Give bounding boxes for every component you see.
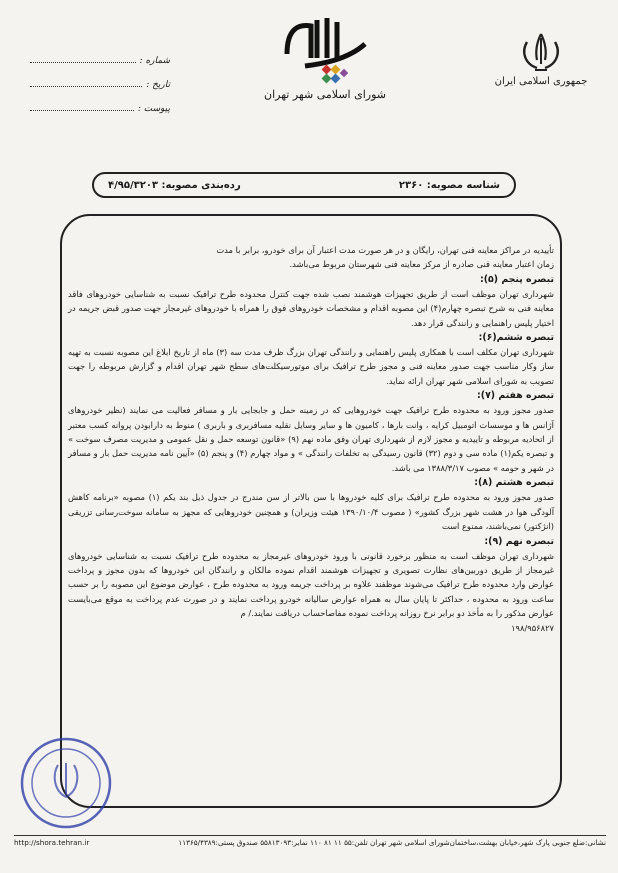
resolution-body bbox=[68, 243, 554, 635]
logo-caption: شورای اسلامی شهر تهران bbox=[264, 88, 386, 101]
attachment-field bbox=[30, 90, 170, 114]
note-7-text: صدور مجوز ورود به محدوده طرح ترافیک جهت خودروهایی که در زمینه حمل و جابجایی بار و مسافر فعالیت می نمایند (نظیر خودروهای آژانس ها و موسسات اتومبیل کرایه ، وانت بارها ، کامیون ها و سایر وسایل نقلیه مسافربری و باربری ) منوط به دارابودن پروانه کسب معتبر از اتحادیه مربوطه و تاییدیه و مجوز لازم از شهرداری تهران وفق ماده نهم (۹) «قانون توسعه حمل و نقل عمومی و مدیریت مصرف سوخت » و تبصره یکم(۱) ماده سی و دوم (۳۲) قانون رسیدگی به تخلفات رانندگی » و مواد چهارم (۴) و پنجم (۵) «آیین نامه مدیریت حمل بار و مسافر در شهر و حومه » مصوب ۱۳۸۸/۳/۱۷ می باشد. bbox=[68, 405, 554, 473]
date-label: تاریخ : bbox=[146, 80, 170, 90]
council-logo bbox=[250, 14, 400, 101]
emblem-caption: جمهوری اسلامی ایران bbox=[494, 76, 588, 87]
note-7-title: تبصره هفتم (۷): bbox=[477, 390, 554, 402]
date-dots bbox=[30, 86, 142, 87]
footer-divider bbox=[14, 835, 606, 836]
tracking-code: ۱۹۸/۹۵۶۸۲۷ bbox=[511, 622, 554, 633]
resolution-bar bbox=[92, 172, 516, 198]
emblem-icon bbox=[517, 30, 565, 74]
intro-line-1: تأییدیه در مراکز معاینه فنی تهران، رایگان و در هر صورت مدت اعتبار آن برای خودرو، برابر با مدت bbox=[216, 245, 554, 255]
council-logo-icon bbox=[277, 14, 373, 88]
note-6-title: تبصره ششم(۶): bbox=[478, 332, 554, 344]
intro-line-2: زمان اعتبار معاینه فنی صادره از مرکز معاینه فنی شهرستان مربوط می‌باشد. bbox=[289, 259, 554, 270]
official-stamp bbox=[18, 735, 114, 831]
attachment-label: پیوست : bbox=[137, 104, 170, 114]
note-8-title: تبصره هشتم (۸): bbox=[474, 477, 554, 489]
note-9-text: شهرداری تهران موظف است به منظور برخورد قانونی با ورود خودروهای غیرمجاز به محدوده طرح ترافیک نسبت به شناسایی خودروهای غیرمجاز از طریق دوربین‌های نظارت تصویری و تجهیزات هوشمند اقدام نموده مالکان و رانندگان این خودروها که بدون مجوز و پرداخت عوارض وارد محدوده طرح ترافیک می‌شوند موظفند علاوه بر پرداخت جریمه ورود به محدوده طرح ، عوارض موضوع این مصوبه را بر حسب ساعت ورود به محدوده ، حداکثر تا پایان سال به همراه عوارض سالیانه خودرو پرداخت نمایند و در صورت عدم پرداخت به موقع می‌بایست عوارض مذکور را به مأخذ دو برابر نرخ روزانه پرداخت نموده مفاصاحساب دریافت نمایند./ م bbox=[68, 550, 554, 619]
note-5-text: شهرداری تهران موظف است از طریق تجهیزات هوشمند نصب شده جهت کنترل محدوده طرح ترافیک نسبت به شناسایی خودروهای فاقد معاینه فنی به شرح تبصره چهارم(۴) این مصوبه اقدام و مشخصات خودروهای فوق را همراه با خودروهای غیرمجاز جهت صدور قبض جریمه در اختیار پلیس راهنمایی و رانندگی قرار دهد. bbox=[68, 288, 554, 328]
resolution-class: رده‌بندی مصوبه: ۴/۹۵/۳۲۰۳ bbox=[108, 179, 241, 191]
number-label: شماره : bbox=[139, 56, 170, 66]
number-dots bbox=[30, 62, 136, 63]
footer-address: نشانی:ضلع جنوبی پارک شهر،خیابان بهشت،ساختمان‌شورای اسلامی شهر تهران تلفن:۵۵ ۱۱ ۸۱ ۱۱۰ نمابر:۵۵۸۱۳۰۹۳ صندوق پستی:۱۱۳۶۵/۴۳۸۹ bbox=[178, 838, 606, 847]
letter-meta bbox=[30, 42, 170, 114]
note-9-title: تبصره نهم (۹): bbox=[484, 535, 554, 547]
footer bbox=[14, 838, 606, 847]
note-8-text: صدور مجوز ورود به محدوده طرح ترافیک برای کلیه خودروها با سن بالاتر از سن مندرج در جدول ذیل بند یکم (۱) مصوبه «برنامه کاهش آلودگی هوا در هشت شهر بزرگ کشور» ( مصوب ۱۳۹۰/۱۰/۴ هیئت وزیران) و همچنین خودروهایی که مجهز به سامانه سوخت‌رسانی تزریقی (انژکتور) نمی‌باشند، ممنوع است bbox=[68, 492, 555, 532]
iran-emblem bbox=[486, 30, 596, 87]
number-field bbox=[30, 42, 170, 66]
note-5-title: تبصره پنجم (۵): bbox=[479, 273, 554, 285]
date-field bbox=[30, 66, 170, 90]
note-6-text: شهرداری تهران مکلف است با همکاری پلیس راهنمایی و رانندگی تهران بزرگ ظرف مدت سه (۳) ماه از تاریخ ابلاغ این مصوبه نسبت به تهیه ساز وکار مناسب جهت صدور معاینه فنی و مجوز طرح ترافیک برای موتورسیکلت‌های سطح شهر تهران اقدام و گزارش مربوطه را جهت تصویب به شورای اسلامی شهر تهران ارائه نماید. bbox=[68, 347, 554, 386]
website-link[interactable]: http://shora.tehran.ir bbox=[14, 838, 90, 847]
resolution-id: شناسه مصوبه: ۲۳۶۰ bbox=[398, 179, 500, 191]
attachment-dots bbox=[30, 110, 134, 111]
